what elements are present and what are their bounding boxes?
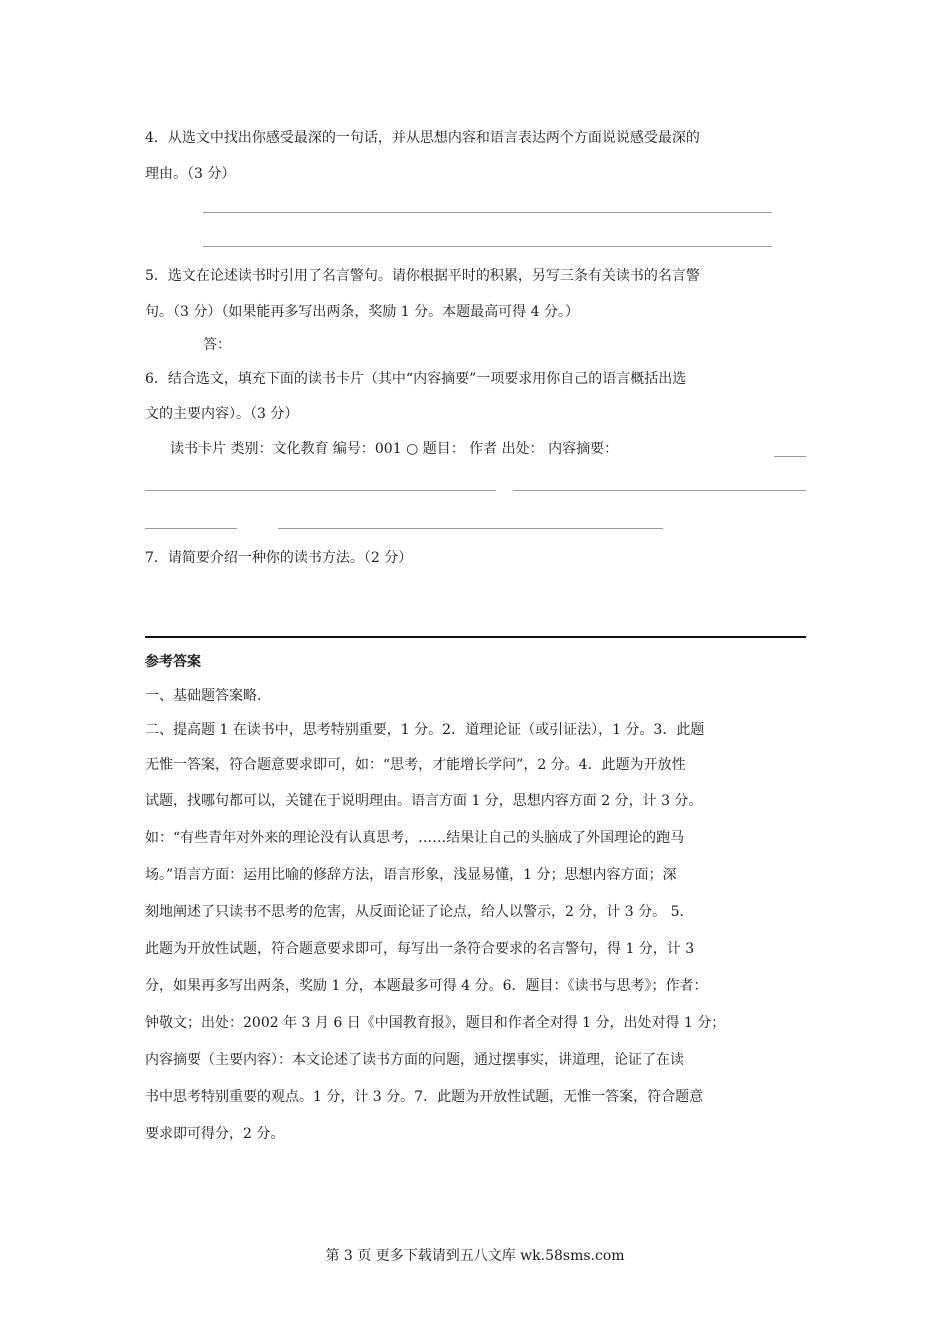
- question-6-line-1: 6．结合选文，填充下面的读书卡片（其中“内容摘要”一项要求用你自己的语言概括出选: [145, 371, 687, 387]
- answer-line: 书中思考特别重要的观点。1 分，计 3 分。7．此题为开放性试题，无惟一答案，符合题意: [145, 1089, 704, 1105]
- answer-blank-line: [513, 490, 806, 491]
- answer-line: 钟敬文；出处：2002 年 3 月 6 日《中国教育报》，题目和作者全对得 1 分，出处对得 1 分；: [145, 1015, 726, 1031]
- answer-line: 二、提高题 1 在读书中，思考特别重要，1 分。2．道理论证（或引证法），1 分。3．此题: [145, 722, 705, 738]
- question-5-answer-label: 答：: [203, 337, 231, 353]
- answer-line: 无惟一答案，符合题意要求即可，如：“思考，才能增长学问”，2 分。4．此题为开放性: [145, 757, 686, 773]
- question-4-line-1: 4．从选文中找出你感受最深的一句话，并从思想内容和语言表达两个方面说说感受最深的: [145, 130, 700, 146]
- question-4-line-2: 理由。（3 分）: [145, 166, 236, 182]
- question-7-line-1: 7．请简要介绍一种你的读书方法。（2 分）: [145, 550, 413, 566]
- answer-line: 此题为开放性试题，符合题意要求即可，每写出一条符合要求的名言警句，得 1 分，计 3: [145, 941, 695, 957]
- answer-line: 试题，找哪句都可以，关键在于说明理由。语言方面 1 分，思想内容方面 2 分，计 3 分。: [145, 793, 703, 809]
- answer-line: 场。”语言方面：运用比喻的修辞方法，语言形象，浅显易懂，1 分；思想内容方面；深: [145, 867, 677, 883]
- section-divider: [145, 636, 806, 638]
- answer-blank-line: [203, 212, 772, 213]
- answer-blank-line: [145, 490, 496, 491]
- answers-heading: 参考答案: [145, 654, 201, 670]
- answer-line: 一、基础题答案略.: [145, 688, 262, 704]
- answer-blank-line: [774, 456, 806, 457]
- answer-blank-line: [203, 246, 772, 247]
- answer-line: 内容摘要（主要内容）：本文论述了读书方面的问题，通过摆事实，讲道理，论证了在读: [145, 1052, 684, 1068]
- answer-blank-line: [278, 528, 663, 529]
- question-6-line-2: 文的主要内容）。（3 分）: [145, 406, 299, 422]
- reading-card-line: 读书卡片 类别：文化教育 编号：001 ○ 题目： 作者 出处： 内容摘要：: [170, 441, 619, 457]
- answer-line: 如：“有些青年对外来的理论没有认真思考，……结果让自己的头脑成了外国理论的跑马: [145, 830, 685, 846]
- answer-line: 分，如果再多写出两条，奖励 1 分，本题最多可得 4 分。6．题目：《读书与思考》；作者：: [145, 978, 708, 994]
- answer-line: 要求即可得分，2 分。: [145, 1126, 285, 1142]
- answer-blank-line: [145, 528, 237, 529]
- answer-line: 刻地阐述了只读书不思考的危害，从反面论证了论点，给人以警示，2 分，计 3 分。 5．: [145, 904, 694, 920]
- question-5-line-2: 句。（3 分）（如果能再多写出两条，奖励 1 分。本题最高可得 4 分。）: [145, 304, 579, 320]
- page-footer: 第 3 页 更多下载请到五八文库 wk.58sms.com: [325, 1248, 625, 1264]
- question-5-line-1: 5．选文在论述读书时引用了名言警句。请你根据平时的积累，另写三条有关读书的名言警: [145, 268, 700, 284]
